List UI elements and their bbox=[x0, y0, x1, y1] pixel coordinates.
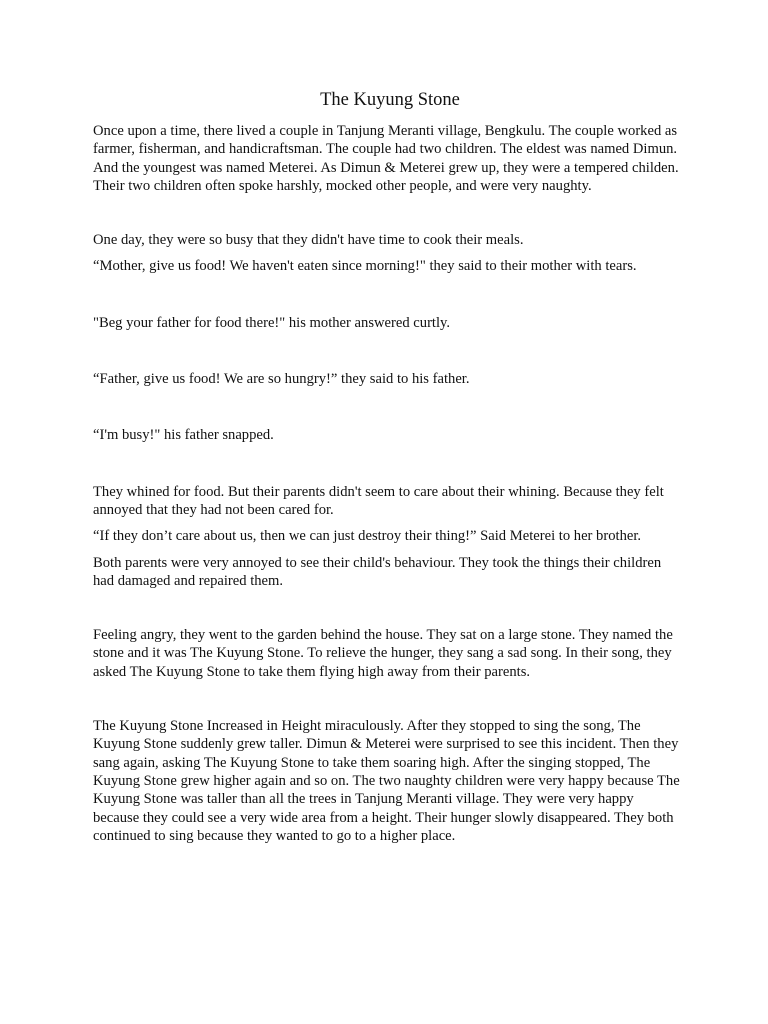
spacer bbox=[93, 681, 683, 717]
spacer bbox=[93, 590, 683, 626]
paragraph-8: “If they don’t care about us, then we can just destroy their thing!” Said Meterei to her brother. bbox=[93, 528, 642, 545]
document-title: The Kuyung Stone bbox=[320, 90, 460, 110]
spacer bbox=[93, 445, 683, 483]
paragraph-9: Both parents were very annoyed to see their child's behaviour. They took the things their children had damaged and repaired them. bbox=[93, 554, 662, 589]
paragraph-1: Once upon a time, there lived a couple in Tanjung Meranti village, Bengkulu. The couple worked as farmer, fisherman, and handicraftsman. The couple had two children. The eldest was named Dimun. And the youngest was named Meterei. As Dimun & Meterei grew up, they were a tempered childen. Their two children often spoke harshly, mocked other people, and were very naughty. bbox=[93, 123, 679, 194]
paragraph-3: “Mother, give us food! We haven't eaten since morning!" they said to their mother with tears. bbox=[93, 258, 637, 275]
paragraph-6: “I'm busy!" his father snapped. bbox=[93, 427, 274, 444]
spacer bbox=[93, 546, 683, 554]
paragraph-5: “Father, give us food! We are so hungry!” they said to his father. bbox=[93, 371, 470, 388]
spacer bbox=[93, 519, 683, 527]
paragraph-2: One day, they were so busy that they didn't have time to cook their meals. bbox=[93, 232, 524, 249]
spacer bbox=[93, 249, 683, 257]
spacer bbox=[93, 332, 683, 370]
paragraph-11: The Kuyung Stone Increased in Height miraculously. After they stopped to sing the song, The Kuyung Stone suddenly grew taller. Dimun & Meterei were surprised to see this incident. Then they sang again, asking The Kuyung Stone to take them soaring high. After the singing stopped, The Kuyung Stone grew higher again and so on. The two naughty children were very happy because The Kuyung Stone was taller than all the trees in Tanjung Meranti village. They were very happy because they could see a very wide area from a height. Their hunger slowly disappeared. They both continued to sing because they wanted to go to a higher place. bbox=[93, 718, 680, 844]
spacer bbox=[93, 276, 683, 314]
paragraph-4: "Beg your father for food there!" his mother answered curtly. bbox=[93, 314, 451, 331]
spacer bbox=[93, 195, 683, 231]
spacer bbox=[93, 388, 683, 426]
paragraph-10: Feeling angry, they went to the garden behind the house. They sat on a large stone. They named the stone and it was The Kuyung Stone. To relieve the hunger, they sang a sad song. In their song, they asked The Kuyung Stone to take them flying high away from their parents. bbox=[93, 627, 673, 680]
document-page bbox=[93, 88, 683, 845]
paragraph-7: They whined for food. But their parents didn't seem to care about their whining. Because they felt annoyed that they had not been cared for. bbox=[93, 483, 664, 518]
